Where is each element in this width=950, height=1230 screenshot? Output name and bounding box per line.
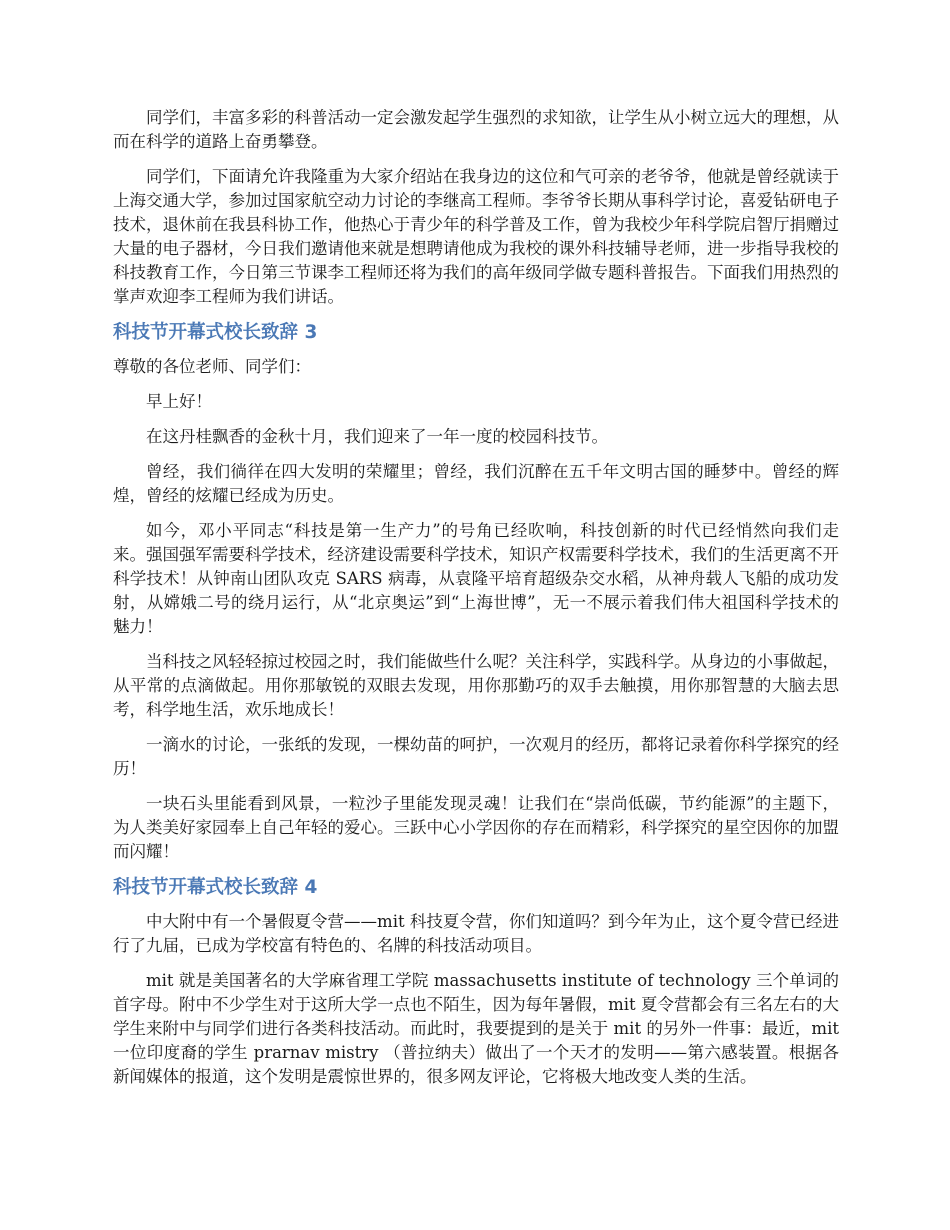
intro-paragraph-1: 同学们，丰富多彩的科普活动一定会激发起学生强烈的求知欲，让学生从小树立远大的理想，从而在科学的道路上奋勇攀登。 [113, 108, 839, 151]
intro-paragraph-2: 同学们，下面请允许我隆重为大家介绍站在我身边的这位和气可亲的老爷爷，他就是曾经就读于上海交通大学，参加过国家航空动力讨论的李继高工程师。李爷爷长期从事科学讨论，喜爱钻研电子技术，退休前在我县科协工作，他热心于青少年的科学普及工作，曾为我校少年科学院启智厅捐赠过大量的电子器材，今日我们邀请他来就是想聘请他成为我校的课外科技辅导老师，进一步指导我校的科技教育工作，今日第三节课李工程师还将为我们的高年级同学做专题科普报告。下面我们用热烈的掌声欢迎李工程师为我们讲话。 [113, 167, 839, 306]
section-3-title: 科技节开幕式校长致辞 3 [113, 322, 318, 343]
section-3-paragraph-6: 一滴水的讨论，一张纸的发现，一棵幼苗的呵护，一次观月的经历，都将记录着你科学探究的经历！ [113, 735, 839, 778]
section-3-paragraph-3: 曾经，我们徜徉在四大发明的荣耀里；曾经，我们沉醉在五千年文明古国的睡梦中。曾经的辉煌，曾经的炫耀已经成为历史。 [113, 462, 839, 505]
section-4-title: 科技节开幕式校长致辞 4 [113, 877, 318, 898]
section-3-paragraph-5: 当科技之风轻轻掠过校园之时，我们能做些什么呢？关注科学，实践科学。从身边的小事做起，从平常的点滴做起。用你那敏锐的双眼去发现，用你那勤巧的双手去触摸，用你那智慧的大脑去思考，科学地生活，欢乐地成长！ [113, 652, 839, 719]
section-4-paragraph-1: 中大附中有一个暑假夏令营——mit 科技夏令营，你们知道吗？到今年为止，这个夏令营已经进行了九届，已成为学校富有特色的、名牌的科技活动项目。 [113, 912, 839, 955]
section-3-paragraph-7: 一块石头里能看到风景，一粒沙子里能发现灵魂！让我们在“崇尚低碳，节约能源”的主题下，为人类美好家园奉上自己年轻的爱心。三跃中心小学因你的存在而精彩，科学探究的星空因你的加盟而闪耀！ [113, 794, 839, 861]
section-3-paragraph-4: 如今，邓小平同志“科技是第一生产力”的号角已经吹响，科技创新的时代已经悄然向我们走来。强国强军需要科学技术，经济建设需要科学技术，知识产权需要科学技术，我们的生活更离不开科学技术！从钟南山团队攻克 SARS 病毒，从袁隆平培育超级杂交水稻，从神舟载人飞船的成功发射，从嫦娥二号的绕月运行，从“北京奥运”到“上海世博”，无一不展示着我们伟大祖国科学技术的魅力！ [113, 521, 839, 636]
section-4-paragraph-2: mit 就是美国著名的大学麻省理工学院 massachusetts institute of technology 三个单词的首字母。附中不少学生对于这所大学一点也不陌生，因为每年暑假，mit 夏令营都会有三名左右的大学生来附中与同学们进行各类科技活动。而此时，我要提到的是关于 mit 的另外一件事：最近，mit 一位印度裔的学生 prarnav mistry （普拉纳夫）做出了一个天才的发明——第六感装置。根据各新闻媒体的报道，这个发明是震惊世界的，很多网友评论，它将极大地改变人类的生活。 [113, 971, 839, 1086]
section-3-greeting: 尊敬的各位老师、同学们： [113, 357, 311, 376]
section-3-paragraph-2: 在这丹桂飘香的金秋十月，我们迎来了一年一度的校园科技节。 [146, 427, 608, 446]
document-page [113, 106, 839, 1100]
section-3-paragraph-1: 早上好！ [146, 392, 212, 411]
